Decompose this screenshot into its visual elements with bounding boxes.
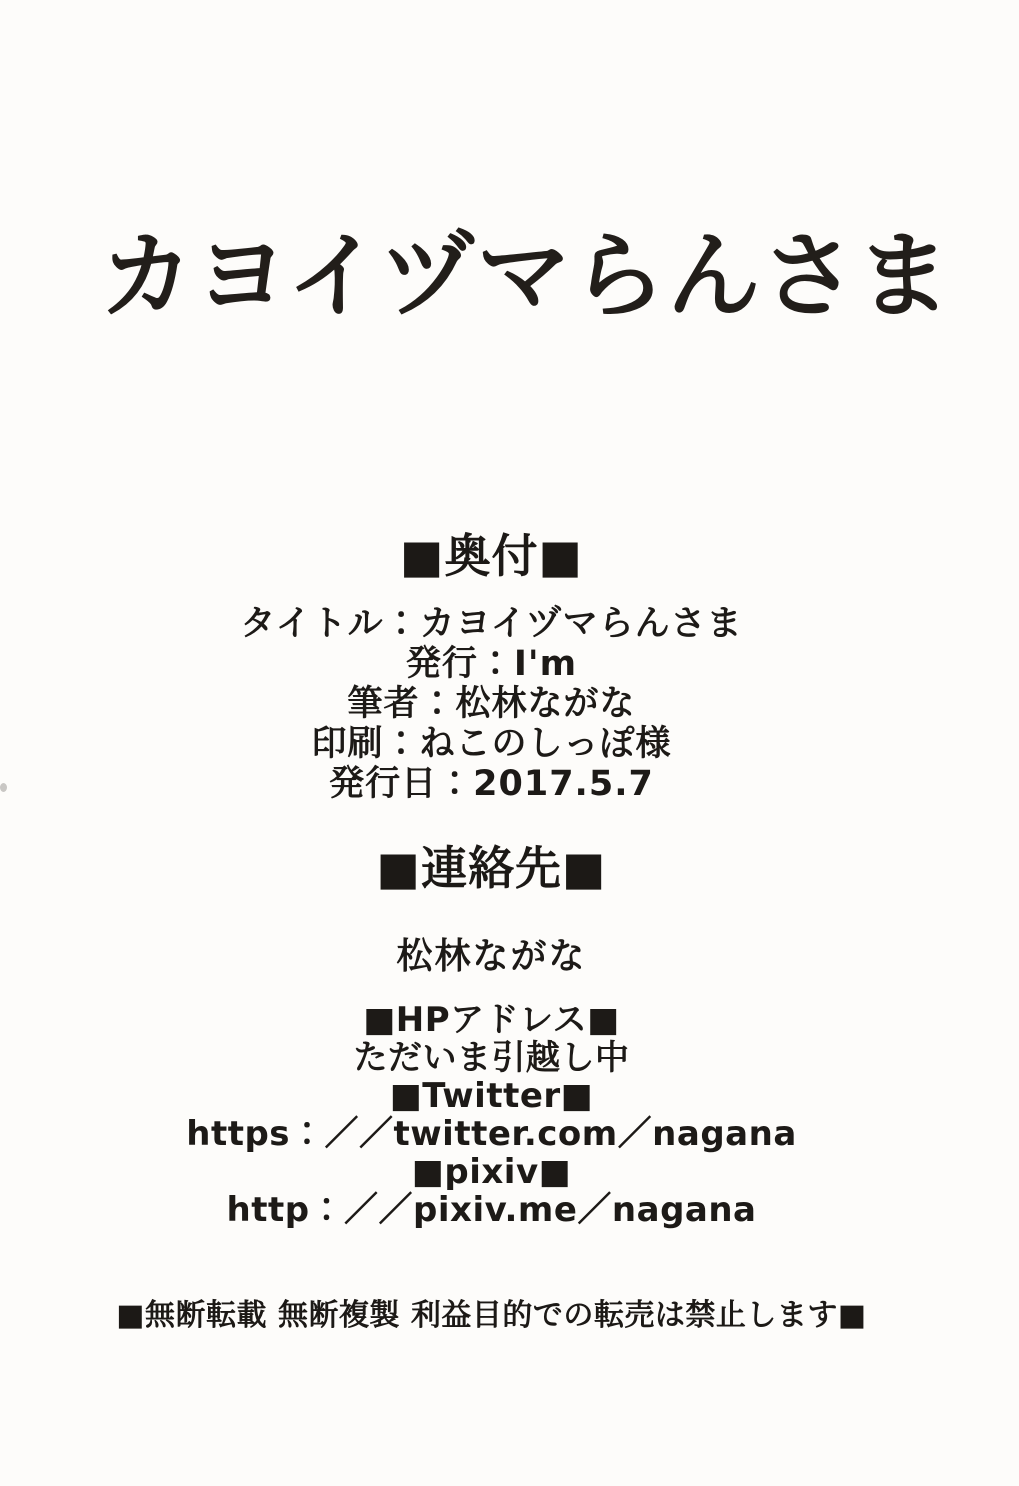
colophon-printer-line: 印刷：ねこのしっぽ様 xyxy=(311,724,672,764)
book-title: カヨイヅマらんさま xyxy=(99,222,952,331)
pixiv-url: http：／／pixiv.me／nagana xyxy=(226,1190,757,1230)
scan-artifact xyxy=(0,783,7,792)
colophon-heading: ■奥付■ xyxy=(400,529,583,583)
colophon-author-line: 筆者：松林ながな xyxy=(347,684,636,724)
colophon-details xyxy=(0,604,1001,804)
reproduction-prohibition-notice: ■無断転載 無断複製 利益目的での転売は禁止します■ xyxy=(116,1298,867,1333)
contact-heading: ■連絡先■ xyxy=(376,841,607,895)
contact-links xyxy=(0,1001,1001,1229)
pixiv-heading: ■pixiv■ xyxy=(411,1152,572,1192)
contact-author-name: 松林ながな xyxy=(396,936,587,977)
hp-address-heading: ■HPアドレス■ xyxy=(363,1000,620,1040)
hp-address-status: ただいま引越し中 xyxy=(353,1038,630,1078)
twitter-heading: ■Twitter■ xyxy=(389,1076,594,1116)
twitter-url: https：／／twitter.com／nagana xyxy=(186,1114,797,1154)
colophon-title-line: タイトル：カヨイヅマらんさま xyxy=(240,604,743,644)
colophon-publisher-line: 発行：I'm xyxy=(405,644,578,684)
colophon-publish-date-line: 発行日：2017.5.7 xyxy=(329,764,654,804)
